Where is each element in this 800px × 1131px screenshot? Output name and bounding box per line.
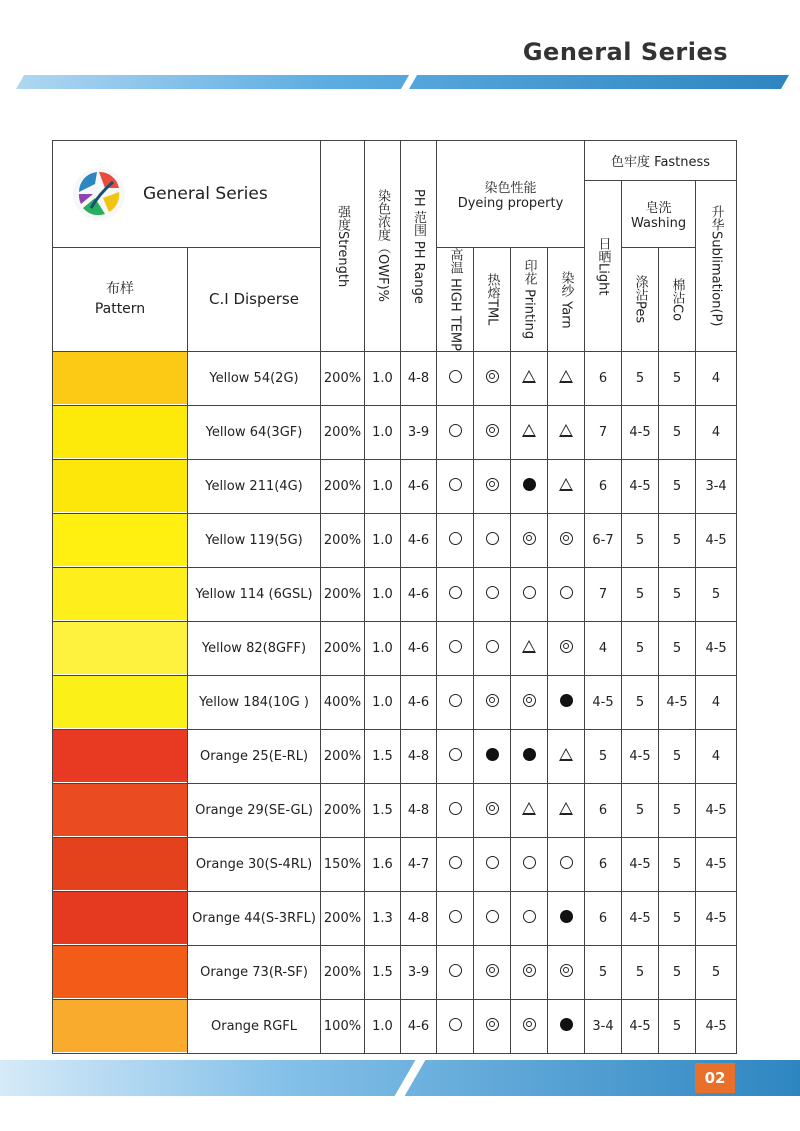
ci-name: Orange 29(SE-GL): [188, 783, 321, 837]
printing-rating: [511, 675, 548, 729]
filled-symbol-icon: [560, 910, 573, 923]
ph-value: 4-6: [401, 999, 437, 1053]
ph-value: 4-6: [401, 459, 437, 513]
table-row: [53, 675, 737, 729]
double-symbol-icon: [486, 478, 499, 491]
pes-value: 4-5: [622, 459, 659, 513]
ph-value: 4-8: [401, 729, 437, 783]
circle-symbol-icon: [486, 532, 499, 545]
pes-value: 5: [622, 945, 659, 999]
strength-value: 400%: [321, 675, 365, 729]
strength-value: 200%: [321, 351, 365, 405]
table-row: [53, 729, 737, 783]
ci-name: Orange 73(R-SF): [188, 945, 321, 999]
ci-name: Yellow 114 (6GSL): [188, 567, 321, 621]
strength-header: 强度Strength: [321, 141, 365, 352]
strength-value: 200%: [321, 405, 365, 459]
logo-header-cell: [53, 141, 321, 248]
printing-rating: [511, 945, 548, 999]
circle-symbol-icon: [449, 424, 462, 437]
tml-header: 热熔TML: [474, 248, 511, 352]
co-value: 5: [659, 621, 696, 675]
double-symbol-icon: [486, 802, 499, 815]
circle-symbol-icon: [486, 586, 499, 599]
ph-value: 4-7: [401, 837, 437, 891]
sublimation-value: 4-5: [696, 621, 737, 675]
co-value: 5: [659, 999, 696, 1053]
pattern-header: 布样 Pattern: [53, 248, 188, 352]
ci-name: Yellow 54(2G): [188, 351, 321, 405]
concentration-value: 1.0: [365, 459, 401, 513]
dye-table: [52, 140, 737, 1054]
light-value: 7: [585, 567, 622, 621]
sublimation-value: 4: [696, 729, 737, 783]
light-value: 6: [585, 783, 622, 837]
strength-value: 200%: [321, 783, 365, 837]
pes-value: 5: [622, 567, 659, 621]
table-row: [53, 999, 737, 1053]
sublimation-value: 3-4: [696, 459, 737, 513]
sublimation-value: 4: [696, 405, 737, 459]
ci-header: C.I Disperse: [188, 248, 321, 352]
pes-value: 4-5: [622, 729, 659, 783]
pes-value: 4-5: [622, 837, 659, 891]
co-value: 4-5: [659, 675, 696, 729]
tml-rating: [474, 513, 511, 567]
double-symbol-icon: [486, 370, 499, 383]
printing-rating: [511, 405, 548, 459]
tml-rating: [474, 675, 511, 729]
circle-symbol-icon: [560, 586, 573, 599]
circle-symbol-icon: [449, 694, 462, 707]
ci-name: Yellow 82(8GFF): [188, 621, 321, 675]
light-value: 5: [585, 945, 622, 999]
co-value: 5: [659, 405, 696, 459]
pes-value: 5: [622, 351, 659, 405]
concentration-value: 1.5: [365, 729, 401, 783]
table-row: [53, 783, 737, 837]
pes-value: 5: [622, 513, 659, 567]
double-symbol-icon: [486, 964, 499, 977]
filled-symbol-icon: [523, 478, 536, 491]
ci-name: Orange 25(E-RL): [188, 729, 321, 783]
yarn-rating: [548, 945, 585, 999]
ci-name: Yellow 64(3GF): [188, 405, 321, 459]
printing-header: 印花 Printing: [511, 248, 548, 352]
concentration-value: 1.0: [365, 567, 401, 621]
circle-symbol-icon: [449, 478, 462, 491]
light-value: 3-4: [585, 999, 622, 1053]
tml-rating: [474, 729, 511, 783]
pes-value: 5: [622, 675, 659, 729]
color-swatch: [53, 351, 188, 405]
high-temp-rating: [437, 729, 474, 783]
circle-symbol-icon: [523, 910, 536, 923]
high-temp-rating: [437, 567, 474, 621]
double-symbol-icon: [560, 640, 573, 653]
concentration-value: 1.0: [365, 405, 401, 459]
ph-value: 3-9: [401, 405, 437, 459]
sublimation-value: 4-5: [696, 837, 737, 891]
table-row: [53, 621, 737, 675]
sublimation-value: 4-5: [696, 891, 737, 945]
washing-header: 皂洗 Washing: [622, 181, 696, 248]
strength-value: 100%: [321, 999, 365, 1053]
printing-rating: [511, 621, 548, 675]
high-temp-rating: [437, 891, 474, 945]
co-value: 5: [659, 783, 696, 837]
light-value: 6: [585, 351, 622, 405]
yarn-rating: [548, 459, 585, 513]
co-value: 5: [659, 351, 696, 405]
table-row: [53, 351, 737, 405]
printing-rating: [511, 729, 548, 783]
strength-value: 200%: [321, 513, 365, 567]
concentration-value: 1.6: [365, 837, 401, 891]
ph-value: 4-6: [401, 567, 437, 621]
strength-value: 200%: [321, 621, 365, 675]
printing-rating: [511, 891, 548, 945]
ph-value: 4-6: [401, 675, 437, 729]
high-temp-rating: [437, 783, 474, 837]
co-value: 5: [659, 459, 696, 513]
double-symbol-icon: [560, 964, 573, 977]
concentration-value: 1.0: [365, 351, 401, 405]
co-value: 5: [659, 513, 696, 567]
dyeing-property-header: 染色性能 Dyeing property: [437, 141, 585, 248]
ph-value: 4-8: [401, 783, 437, 837]
double-symbol-icon: [523, 1018, 536, 1031]
yarn-rating: [548, 729, 585, 783]
sublimation-value: 5: [696, 945, 737, 999]
yarn-rating: [548, 513, 585, 567]
ci-name: Orange RGFL: [188, 999, 321, 1053]
color-swatch: [53, 513, 188, 567]
high-temp-rating: [437, 459, 474, 513]
color-swatch: [53, 945, 188, 999]
concentration-value: 1.0: [365, 675, 401, 729]
concentration-value: 1.0: [365, 513, 401, 567]
color-swatch: [53, 783, 188, 837]
ci-name: Yellow 119(5G): [188, 513, 321, 567]
table-row: [53, 459, 737, 513]
strength-value: 200%: [321, 945, 365, 999]
pes-value: 5: [622, 783, 659, 837]
circle-symbol-icon: [449, 370, 462, 383]
color-swatch: [53, 567, 188, 621]
light-value: 4-5: [585, 675, 622, 729]
triangle-symbol-icon: [559, 424, 573, 437]
yarn-rating: [548, 999, 585, 1053]
ci-name: Orange 30(S-4RL): [188, 837, 321, 891]
concentration-value: 1.0: [365, 621, 401, 675]
circle-symbol-icon: [449, 1018, 462, 1031]
high-temp-rating: [437, 621, 474, 675]
printing-rating: [511, 459, 548, 513]
yarn-rating: [548, 783, 585, 837]
yarn-rating: [548, 351, 585, 405]
ci-name: Yellow 184(10G ): [188, 675, 321, 729]
company-logo: [69, 164, 129, 224]
printing-rating: [511, 837, 548, 891]
circle-symbol-icon: [449, 532, 462, 545]
concentration-value: 1.5: [365, 945, 401, 999]
circle-symbol-icon: [449, 748, 462, 761]
ph-value: 4-6: [401, 621, 437, 675]
table-row: [53, 837, 737, 891]
concentration-value: 1.3: [365, 891, 401, 945]
strength-value: 150%: [321, 837, 365, 891]
color-swatch: [53, 675, 188, 729]
filled-symbol-icon: [486, 748, 499, 761]
ph-value: 4-8: [401, 891, 437, 945]
pes-value: 4-5: [622, 999, 659, 1053]
high-temp-header: 高温 HIGH TEMP: [437, 248, 474, 352]
tml-rating: [474, 567, 511, 621]
yarn-rating: [548, 837, 585, 891]
concentration-value: 1.5: [365, 783, 401, 837]
sublimation-value: 4: [696, 351, 737, 405]
yarn-rating: [548, 405, 585, 459]
circle-symbol-icon: [523, 586, 536, 599]
sublimation-value: 4: [696, 675, 737, 729]
pes-value: 4-5: [622, 405, 659, 459]
co-value: 5: [659, 891, 696, 945]
double-symbol-icon: [486, 694, 499, 707]
high-temp-rating: [437, 999, 474, 1053]
page-title: General Series: [522, 38, 728, 66]
table-row: [53, 945, 737, 999]
concentration-header: 染色浓度（OWF)%: [365, 141, 401, 352]
triangle-symbol-icon: [522, 370, 536, 383]
high-temp-rating: [437, 675, 474, 729]
tml-rating: [474, 945, 511, 999]
co-value: 5: [659, 945, 696, 999]
strength-value: 200%: [321, 459, 365, 513]
circle-symbol-icon: [486, 640, 499, 653]
light-value: 4: [585, 621, 622, 675]
circle-symbol-icon: [449, 586, 462, 599]
circle-symbol-icon: [560, 856, 573, 869]
circle-symbol-icon: [449, 964, 462, 977]
page-number: 02: [695, 1063, 735, 1093]
ph-value: 3-9: [401, 945, 437, 999]
tml-rating: [474, 459, 511, 513]
filled-symbol-icon: [523, 748, 536, 761]
printing-rating: [511, 567, 548, 621]
triangle-symbol-icon: [522, 802, 536, 815]
yarn-header: 染纱 Yarn: [548, 248, 585, 352]
high-temp-rating: [437, 945, 474, 999]
double-symbol-icon: [486, 424, 499, 437]
ph-value: 4-8: [401, 351, 437, 405]
color-swatch: [53, 729, 188, 783]
light-value: 7: [585, 405, 622, 459]
color-swatch: [53, 459, 188, 513]
ci-name: Yellow 211(4G): [188, 459, 321, 513]
yarn-rating: [548, 621, 585, 675]
printing-rating: [511, 513, 548, 567]
double-symbol-icon: [523, 532, 536, 545]
ph-value: 4-6: [401, 513, 437, 567]
concentration-value: 1.0: [365, 999, 401, 1053]
color-swatch: [53, 999, 188, 1053]
ph-header: PH 范围 PH Range: [401, 141, 437, 352]
light-header: 日晒Light: [585, 181, 622, 352]
fastness-header: 色牢度 Fastness: [585, 141, 737, 181]
sublimation-value: 4-5: [696, 513, 737, 567]
light-value: 6-7: [585, 513, 622, 567]
pes-header: 涤沾Pes: [622, 248, 659, 352]
logo-title: General Series: [143, 184, 268, 204]
double-symbol-icon: [560, 532, 573, 545]
triangle-symbol-icon: [559, 478, 573, 491]
ci-name: Orange 44(S-3RFL): [188, 891, 321, 945]
tml-rating: [474, 783, 511, 837]
tml-rating: [474, 891, 511, 945]
color-swatch: [53, 891, 188, 945]
pes-value: 4-5: [622, 891, 659, 945]
co-header: 棉沾Co: [659, 248, 696, 352]
high-temp-rating: [437, 837, 474, 891]
co-value: 5: [659, 729, 696, 783]
strength-value: 200%: [321, 729, 365, 783]
double-symbol-icon: [523, 964, 536, 977]
filled-symbol-icon: [560, 694, 573, 707]
table-row: [53, 567, 737, 621]
yarn-rating: [548, 567, 585, 621]
triangle-symbol-icon: [559, 748, 573, 761]
filled-symbol-icon: [560, 1018, 573, 1031]
triangle-symbol-icon: [522, 424, 536, 437]
co-value: 5: [659, 567, 696, 621]
light-value: 6: [585, 891, 622, 945]
tml-rating: [474, 621, 511, 675]
printing-rating: [511, 351, 548, 405]
circle-symbol-icon: [449, 910, 462, 923]
dye-table-body: [53, 351, 737, 1053]
triangle-symbol-icon: [559, 802, 573, 815]
circle-symbol-icon: [486, 856, 499, 869]
high-temp-rating: [437, 351, 474, 405]
printing-rating: [511, 999, 548, 1053]
color-swatch: [53, 837, 188, 891]
circle-symbol-icon: [523, 856, 536, 869]
tml-rating: [474, 999, 511, 1053]
table-row: [53, 405, 737, 459]
color-swatch: [53, 405, 188, 459]
sublimation-value: 5: [696, 567, 737, 621]
yarn-rating: [548, 675, 585, 729]
strength-value: 200%: [321, 567, 365, 621]
circle-symbol-icon: [449, 640, 462, 653]
table-row: [53, 891, 737, 945]
tml-rating: [474, 837, 511, 891]
light-value: 5: [585, 729, 622, 783]
circle-symbol-icon: [449, 802, 462, 815]
light-value: 6: [585, 459, 622, 513]
high-temp-rating: [437, 513, 474, 567]
co-value: 5: [659, 837, 696, 891]
yarn-rating: [548, 891, 585, 945]
double-symbol-icon: [486, 1018, 499, 1031]
table-row: [53, 513, 737, 567]
circle-symbol-icon: [486, 910, 499, 923]
sublimation-header: 升华Sublimation(P): [696, 181, 737, 352]
printing-rating: [511, 783, 548, 837]
circle-symbol-icon: [449, 856, 462, 869]
double-symbol-icon: [523, 694, 536, 707]
triangle-symbol-icon: [559, 370, 573, 383]
tml-rating: [474, 405, 511, 459]
sublimation-value: 4-5: [696, 783, 737, 837]
light-value: 6: [585, 837, 622, 891]
pes-value: 5: [622, 621, 659, 675]
triangle-symbol-icon: [522, 640, 536, 653]
color-swatch: [53, 621, 188, 675]
sublimation-value: 4-5: [696, 999, 737, 1053]
high-temp-rating: [437, 405, 474, 459]
strength-value: 200%: [321, 891, 365, 945]
tml-rating: [474, 351, 511, 405]
